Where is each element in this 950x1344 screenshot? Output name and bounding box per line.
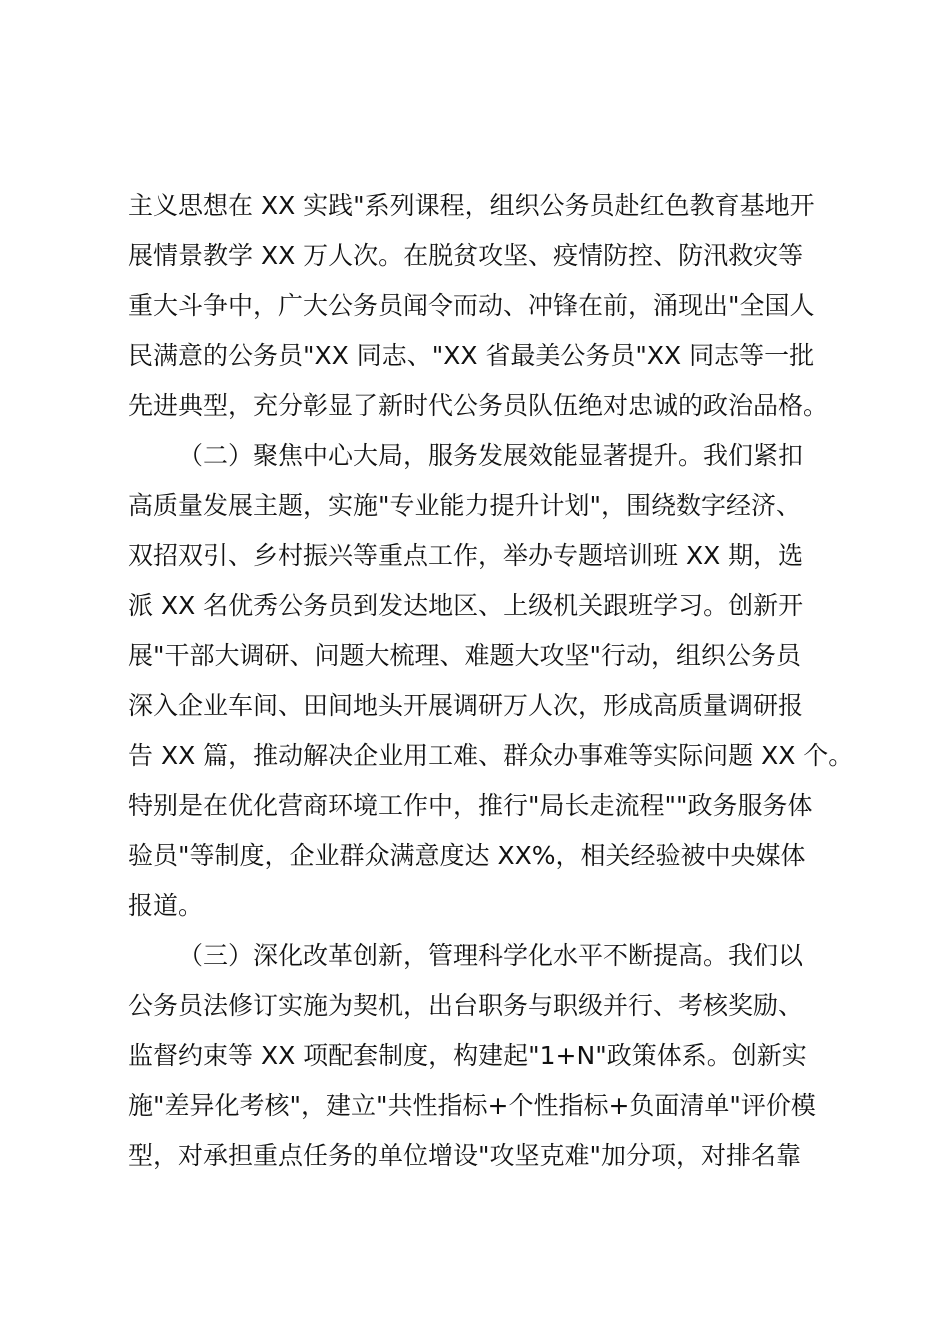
text-line: 公务员法修订实施为契机，出台职务与职级并行、考核奖励、 — [128, 991, 804, 1020]
text-line: 重大斗争中，广大公务员闻令而动、冲锋在前，涌现出"全国人 — [128, 291, 815, 320]
text-line: （二）聚焦中心大局，服务发展效能显著提升。我们紧扣 — [178, 441, 804, 470]
document-body — [128, 181, 854, 1181]
text-line: 施"差异化考核"，建立"共性指标+个性指标+负面清单"评价模 — [128, 1091, 816, 1120]
text-line: 告 XX 篇，推动解决企业用工难、群众办事难等实际问题 XX 个。 — [128, 741, 854, 770]
text-line: 双招双引、乡村振兴等重点工作，举办专题培训班 XX 期，选 — [128, 541, 804, 570]
text-line: 先进典型，充分彰显了新时代公务员队伍绝对忠诚的政治品格。 — [128, 391, 829, 420]
text-line: 监督约束等 XX 项配套制度，构建起"1+N"政策体系。创新实 — [128, 1041, 807, 1070]
text-line: 验员"等制度，企业群众满意度达 XX%，相关经验被中央媒体 — [128, 841, 806, 870]
text-line: 展"干部大调研、问题大梳理、难题大攻坚"行动，组织公务员 — [128, 641, 802, 670]
text-line: 深入企业车间、田间地头开展调研万人次，形成高质量调研报 — [128, 691, 804, 720]
text-line: 派 XX 名优秀公务员到发达地区、上级机关跟班学习。创新开 — [128, 591, 804, 620]
text-line: （三）深化改革创新，管理科学化水平不断提高。我们以 — [178, 941, 804, 970]
text-line: 型，对承担重点任务的单位增设"攻坚克难"加分项，对排名靠 — [128, 1141, 802, 1170]
text-line: 展情景教学 XX 万人次。在脱贫攻坚、疫情防控、防汛救灾等 — [128, 241, 804, 270]
text-line: 民满意的公务员"XX 同志、"XX 省最美公务员"XX 同志等一批 — [128, 341, 815, 370]
text-line: 高质量发展主题，实施"专业能力提升计划"，围绕数字经济、 — [128, 491, 802, 520]
text-line: 报道。 — [128, 891, 204, 920]
text-line: 主义思想在 XX 实践"系列课程，组织公务员赴红色教育基地开 — [128, 191, 815, 220]
text-line: 特别是在优化营商环境工作中，推行"局长走流程""政务服务体 — [128, 791, 813, 820]
